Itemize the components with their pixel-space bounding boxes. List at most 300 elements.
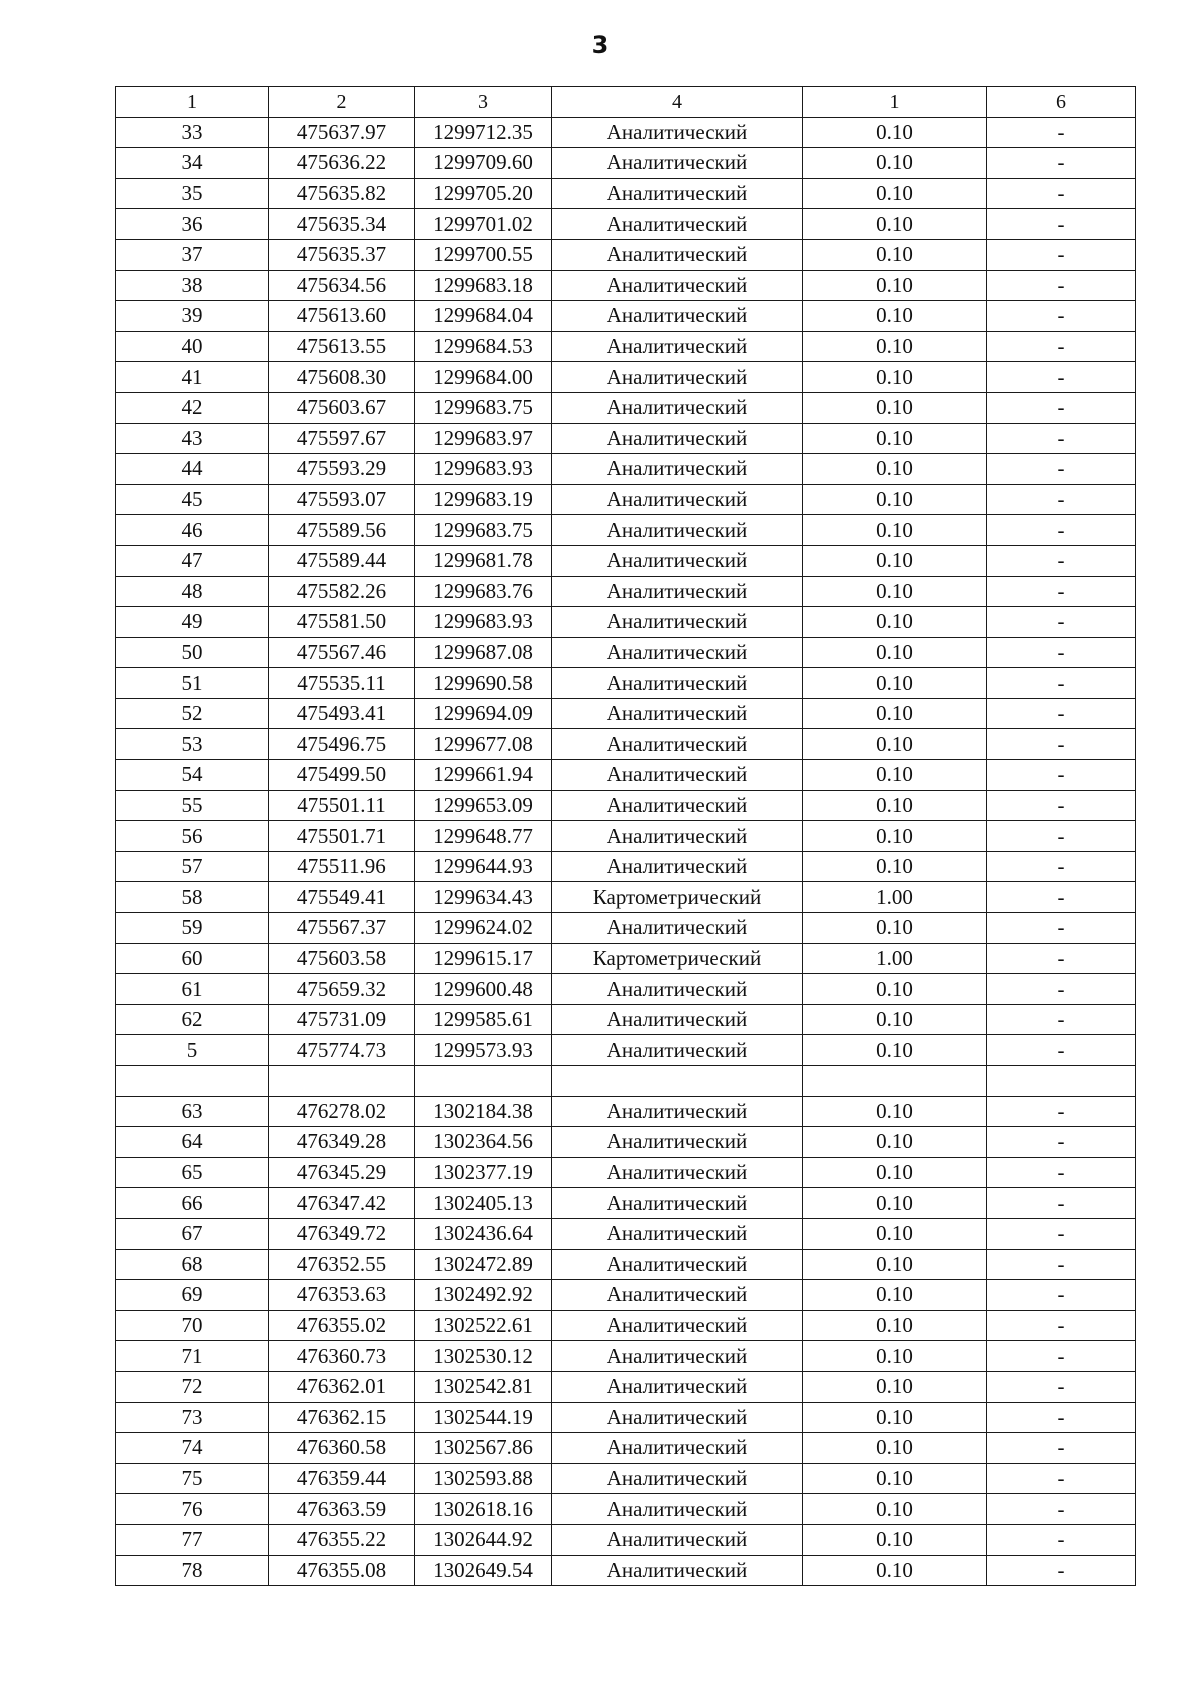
- method-cell: Аналитический: [552, 239, 803, 270]
- method-cell: Аналитический: [552, 1035, 803, 1066]
- point-number-cell: 51: [116, 668, 269, 699]
- note-cell: -: [987, 117, 1136, 148]
- y-coordinate-cell: 1299690.58: [415, 668, 552, 699]
- point-number-cell: 36: [116, 209, 269, 240]
- x-coordinate-cell: 475603.67: [269, 392, 415, 423]
- table-row: [116, 331, 1136, 362]
- point-number-cell: 77: [116, 1524, 269, 1555]
- point-number-cell: 70: [116, 1310, 269, 1341]
- y-coordinate-cell: 1299687.08: [415, 637, 552, 668]
- accuracy-cell: 0.10: [803, 545, 987, 576]
- point-number-cell: 76: [116, 1494, 269, 1525]
- point-number-cell: 54: [116, 760, 269, 791]
- y-coordinate-cell: 1299634.43: [415, 882, 552, 913]
- point-number-cell: 56: [116, 821, 269, 852]
- accuracy-cell: 0.10: [803, 1157, 987, 1188]
- point-number-cell: 64: [116, 1127, 269, 1158]
- point-number-cell: 62: [116, 1004, 269, 1035]
- x-coordinate-cell: 476345.29: [269, 1157, 415, 1188]
- method-cell: Аналитический: [552, 1096, 803, 1127]
- y-coordinate-cell: 1299700.55: [415, 239, 552, 270]
- accuracy-cell: 0.10: [803, 331, 987, 362]
- table-row: [116, 1127, 1136, 1158]
- method-cell: Аналитический: [552, 1433, 803, 1464]
- y-coordinate-cell: 1302184.38: [415, 1096, 552, 1127]
- table-body: [116, 87, 1136, 1586]
- method-cell: Аналитический: [552, 851, 803, 882]
- accuracy-cell: 0.10: [803, 821, 987, 852]
- note-cell: -: [987, 637, 1136, 668]
- accuracy-cell: 0.10: [803, 392, 987, 423]
- accuracy-cell: 1.00: [803, 882, 987, 913]
- table-row: [116, 882, 1136, 913]
- accuracy-cell: 0.10: [803, 851, 987, 882]
- accuracy-cell: 0.10: [803, 301, 987, 332]
- y-coordinate-cell: 1299684.04: [415, 301, 552, 332]
- table-row: [116, 362, 1136, 393]
- y-coordinate-cell: 1299694.09: [415, 698, 552, 729]
- point-number-cell: 5: [116, 1035, 269, 1066]
- table-row: [116, 729, 1136, 760]
- x-coordinate-cell: 475582.26: [269, 576, 415, 607]
- note-cell: [987, 1066, 1136, 1097]
- table-row: [116, 1341, 1136, 1372]
- coordinates-table: [115, 86, 1136, 1586]
- table-header-row: [116, 87, 1136, 118]
- method-cell: Аналитический: [552, 576, 803, 607]
- method-cell: Аналитический: [552, 454, 803, 485]
- method-cell: Аналитический: [552, 515, 803, 546]
- method-cell: Аналитический: [552, 1402, 803, 1433]
- note-cell: -: [987, 178, 1136, 209]
- table-row: [116, 576, 1136, 607]
- point-number-cell: 38: [116, 270, 269, 301]
- note-cell: -: [987, 392, 1136, 423]
- point-number-cell: 75: [116, 1463, 269, 1494]
- accuracy-cell: 0.10: [803, 1433, 987, 1464]
- point-number-cell: 39: [116, 301, 269, 332]
- point-number-cell: 69: [116, 1280, 269, 1311]
- accuracy-cell: 0.10: [803, 515, 987, 546]
- y-coordinate-cell: 1302436.64: [415, 1218, 552, 1249]
- point-number-cell: 44: [116, 454, 269, 485]
- y-coordinate-cell: 1302567.86: [415, 1433, 552, 1464]
- accuracy-cell: 0.10: [803, 1555, 987, 1586]
- method-cell: Аналитический: [552, 1463, 803, 1494]
- x-coordinate-cell: 476355.02: [269, 1310, 415, 1341]
- point-number-cell: 57: [116, 851, 269, 882]
- table-row: [116, 668, 1136, 699]
- method-cell: Аналитический: [552, 1310, 803, 1341]
- y-coordinate-cell: 1299683.18: [415, 270, 552, 301]
- x-coordinate-cell: 476349.28: [269, 1127, 415, 1158]
- table-row: [116, 1096, 1136, 1127]
- point-number-cell: 67: [116, 1218, 269, 1249]
- accuracy-cell: 0.10: [803, 1035, 987, 1066]
- y-coordinate-cell: 1302530.12: [415, 1341, 552, 1372]
- method-cell: Аналитический: [552, 1555, 803, 1586]
- y-coordinate-cell: 1299684.00: [415, 362, 552, 393]
- table-row: [116, 943, 1136, 974]
- method-cell: Аналитический: [552, 545, 803, 576]
- note-cell: -: [987, 1096, 1136, 1127]
- x-coordinate-cell: 476360.73: [269, 1341, 415, 1372]
- accuracy-cell: 0.10: [803, 668, 987, 699]
- note-cell: -: [987, 1249, 1136, 1280]
- accuracy-cell: 0.10: [803, 1524, 987, 1555]
- point-number-cell: 34: [116, 148, 269, 179]
- accuracy-cell: 0.10: [803, 209, 987, 240]
- table-row: [116, 1188, 1136, 1219]
- x-coordinate-cell: 475496.75: [269, 729, 415, 760]
- table-row: [116, 423, 1136, 454]
- note-cell: -: [987, 545, 1136, 576]
- x-coordinate-cell: 475634.56: [269, 270, 415, 301]
- point-number-cell: 33: [116, 117, 269, 148]
- accuracy-cell: 0.10: [803, 454, 987, 485]
- y-coordinate-cell: 1302644.92: [415, 1524, 552, 1555]
- table-row: [116, 545, 1136, 576]
- method-cell: Аналитический: [552, 117, 803, 148]
- note-cell: -: [987, 821, 1136, 852]
- accuracy-cell: 0.10: [803, 1402, 987, 1433]
- accuracy-cell: 0.10: [803, 117, 987, 148]
- x-coordinate-cell: 476363.59: [269, 1494, 415, 1525]
- table-row: [116, 637, 1136, 668]
- method-cell: Аналитический: [552, 484, 803, 515]
- table-row: [116, 515, 1136, 546]
- method-cell: Аналитический: [552, 1218, 803, 1249]
- note-cell: -: [987, 668, 1136, 699]
- method-cell: Аналитический: [552, 729, 803, 760]
- y-coordinate-cell: 1302618.16: [415, 1494, 552, 1525]
- x-coordinate-cell: 476360.58: [269, 1433, 415, 1464]
- point-number-cell: 37: [116, 239, 269, 270]
- y-coordinate-cell: 1302544.19: [415, 1402, 552, 1433]
- header-cell: 1: [803, 87, 987, 118]
- y-coordinate-cell: 1299644.93: [415, 851, 552, 882]
- x-coordinate-cell: 475511.96: [269, 851, 415, 882]
- point-number-cell: 47: [116, 545, 269, 576]
- method-cell: Аналитический: [552, 1280, 803, 1311]
- y-coordinate-cell: 1299705.20: [415, 178, 552, 209]
- x-coordinate-cell: 476355.08: [269, 1555, 415, 1586]
- accuracy-cell: 0.10: [803, 423, 987, 454]
- note-cell: -: [987, 301, 1136, 332]
- note-cell: -: [987, 454, 1136, 485]
- y-coordinate-cell: 1299683.97: [415, 423, 552, 454]
- table-row: [116, 1035, 1136, 1066]
- x-coordinate-cell: 475597.67: [269, 423, 415, 454]
- point-number-cell: 68: [116, 1249, 269, 1280]
- note-cell: -: [987, 607, 1136, 638]
- table-row: [116, 484, 1136, 515]
- point-number-cell: 48: [116, 576, 269, 607]
- note-cell: -: [987, 943, 1136, 974]
- note-cell: -: [987, 974, 1136, 1005]
- table-row: [116, 1249, 1136, 1280]
- point-number-cell: 60: [116, 943, 269, 974]
- note-cell: -: [987, 484, 1136, 515]
- note-cell: -: [987, 270, 1136, 301]
- y-coordinate-cell: 1299683.75: [415, 515, 552, 546]
- method-cell: Аналитический: [552, 760, 803, 791]
- point-number-cell: 49: [116, 607, 269, 638]
- y-coordinate-cell: 1299701.02: [415, 209, 552, 240]
- x-coordinate-cell: 475635.37: [269, 239, 415, 270]
- table-row: [116, 1280, 1136, 1311]
- table-row: [116, 1433, 1136, 1464]
- table-row: [116, 913, 1136, 944]
- x-coordinate-cell: 475608.30: [269, 362, 415, 393]
- method-cell: Аналитический: [552, 1524, 803, 1555]
- x-coordinate-cell: 475636.22: [269, 148, 415, 179]
- method-cell: Аналитический: [552, 148, 803, 179]
- x-coordinate-cell: 475613.55: [269, 331, 415, 362]
- method-cell: Аналитический: [552, 974, 803, 1005]
- page-number: 3: [591, 31, 609, 59]
- y-coordinate-cell: 1299683.19: [415, 484, 552, 515]
- y-coordinate-cell: 1299681.78: [415, 545, 552, 576]
- point-number-cell: 50: [116, 637, 269, 668]
- method-cell: Аналитический: [552, 270, 803, 301]
- table-row: [116, 698, 1136, 729]
- y-coordinate-cell: 1302472.89: [415, 1249, 552, 1280]
- note-cell: -: [987, 1463, 1136, 1494]
- table-row: [116, 270, 1136, 301]
- point-number-cell: 53: [116, 729, 269, 760]
- point-number-cell: 35: [116, 178, 269, 209]
- note-cell: -: [987, 882, 1136, 913]
- x-coordinate-cell: 476353.63: [269, 1280, 415, 1311]
- point-number-cell: 45: [116, 484, 269, 515]
- table-row: [116, 454, 1136, 485]
- x-coordinate-cell: 475774.73: [269, 1035, 415, 1066]
- method-cell: Аналитический: [552, 301, 803, 332]
- accuracy-cell: 0.10: [803, 1218, 987, 1249]
- point-number-cell: 61: [116, 974, 269, 1005]
- note-cell: -: [987, 729, 1136, 760]
- method-cell: Картометрический: [552, 943, 803, 974]
- x-coordinate-cell: 475635.82: [269, 178, 415, 209]
- accuracy-cell: 0.10: [803, 1310, 987, 1341]
- accuracy-cell: 0.10: [803, 178, 987, 209]
- table-row: [116, 760, 1136, 791]
- accuracy-cell: 0.10: [803, 729, 987, 760]
- point-number-cell: 41: [116, 362, 269, 393]
- accuracy-cell: 0.10: [803, 148, 987, 179]
- header-cell: 1: [116, 87, 269, 118]
- y-coordinate-cell: 1299684.53: [415, 331, 552, 362]
- note-cell: -: [987, 1218, 1136, 1249]
- point-number-cell: 46: [116, 515, 269, 546]
- method-cell: Аналитический: [552, 1157, 803, 1188]
- accuracy-cell: 0.10: [803, 1188, 987, 1219]
- note-cell: -: [987, 1402, 1136, 1433]
- method-cell: Аналитический: [552, 331, 803, 362]
- note-cell: -: [987, 1127, 1136, 1158]
- accuracy-cell: 0.10: [803, 1463, 987, 1494]
- y-coordinate-cell: 1302377.19: [415, 1157, 552, 1188]
- note-cell: -: [987, 1433, 1136, 1464]
- method-cell: Аналитический: [552, 362, 803, 393]
- x-coordinate-cell: 475637.97: [269, 117, 415, 148]
- note-cell: -: [987, 790, 1136, 821]
- y-coordinate-cell: 1299661.94: [415, 760, 552, 791]
- accuracy-cell: 0.10: [803, 1371, 987, 1402]
- note-cell: -: [987, 1555, 1136, 1586]
- note-cell: -: [987, 362, 1136, 393]
- method-cell: Аналитический: [552, 209, 803, 240]
- table-row: [116, 1555, 1136, 1586]
- x-coordinate-cell: 475567.46: [269, 637, 415, 668]
- header-cell: 6: [987, 87, 1136, 118]
- note-cell: -: [987, 239, 1136, 270]
- accuracy-cell: 0.10: [803, 1280, 987, 1311]
- x-coordinate-cell: 475589.44: [269, 545, 415, 576]
- note-cell: -: [987, 1310, 1136, 1341]
- table-row: [116, 117, 1136, 148]
- point-number-cell: 65: [116, 1157, 269, 1188]
- method-cell: Аналитический: [552, 790, 803, 821]
- y-coordinate-cell: 1299573.93: [415, 1035, 552, 1066]
- accuracy-cell: 0.10: [803, 484, 987, 515]
- table-row: [116, 1402, 1136, 1433]
- y-coordinate-cell: 1299683.93: [415, 607, 552, 638]
- y-coordinate-cell: 1299712.35: [415, 117, 552, 148]
- accuracy-cell: 0.10: [803, 270, 987, 301]
- y-coordinate-cell: 1299677.08: [415, 729, 552, 760]
- point-number-cell: 78: [116, 1555, 269, 1586]
- y-coordinate-cell: 1299683.93: [415, 454, 552, 485]
- x-coordinate-cell: 475593.07: [269, 484, 415, 515]
- y-coordinate-cell: [415, 1066, 552, 1097]
- accuracy-cell: 0.10: [803, 1004, 987, 1035]
- x-coordinate-cell: 476278.02: [269, 1096, 415, 1127]
- table-row: [116, 209, 1136, 240]
- point-number-cell: 55: [116, 790, 269, 821]
- accuracy-cell: 0.10: [803, 607, 987, 638]
- x-coordinate-cell: 475581.50: [269, 607, 415, 638]
- x-coordinate-cell: 475613.60: [269, 301, 415, 332]
- accuracy-cell: 0.10: [803, 698, 987, 729]
- table-row: [116, 790, 1136, 821]
- note-cell: -: [987, 851, 1136, 882]
- method-cell: Аналитический: [552, 1004, 803, 1035]
- x-coordinate-cell: 475659.32: [269, 974, 415, 1005]
- accuracy-cell: 0.10: [803, 1096, 987, 1127]
- x-coordinate-cell: 475731.09: [269, 1004, 415, 1035]
- note-cell: -: [987, 331, 1136, 362]
- point-number-cell: 43: [116, 423, 269, 454]
- note-cell: -: [987, 1188, 1136, 1219]
- x-coordinate-cell: 475549.41: [269, 882, 415, 913]
- x-coordinate-cell: 475593.29: [269, 454, 415, 485]
- accuracy-cell: 0.10: [803, 913, 987, 944]
- method-cell: Аналитический: [552, 821, 803, 852]
- accuracy-cell: 0.10: [803, 362, 987, 393]
- table-row: [116, 1157, 1136, 1188]
- accuracy-cell: 0.10: [803, 637, 987, 668]
- table-row: [116, 148, 1136, 179]
- note-cell: -: [987, 760, 1136, 791]
- y-coordinate-cell: 1302649.54: [415, 1555, 552, 1586]
- point-number-cell: 71: [116, 1341, 269, 1372]
- accuracy-cell: 0.10: [803, 1127, 987, 1158]
- x-coordinate-cell: 476359.44: [269, 1463, 415, 1494]
- table-row: [116, 301, 1136, 332]
- note-cell: -: [987, 423, 1136, 454]
- header-cell: 2: [269, 87, 415, 118]
- method-cell: Аналитический: [552, 392, 803, 423]
- x-coordinate-cell: 475499.50: [269, 760, 415, 791]
- method-cell: Аналитический: [552, 1127, 803, 1158]
- x-coordinate-cell: 475589.56: [269, 515, 415, 546]
- accuracy-cell: 0.10: [803, 239, 987, 270]
- note-cell: -: [987, 1157, 1136, 1188]
- note-cell: -: [987, 148, 1136, 179]
- table-row: [116, 1218, 1136, 1249]
- point-number-cell: 63: [116, 1096, 269, 1127]
- point-number-cell: 42: [116, 392, 269, 423]
- table-row: [116, 1004, 1136, 1035]
- table-row: [116, 1524, 1136, 1555]
- table-row: [116, 1494, 1136, 1525]
- x-coordinate-cell: 475535.11: [269, 668, 415, 699]
- table-row: [116, 392, 1136, 423]
- method-cell: Аналитический: [552, 913, 803, 944]
- y-coordinate-cell: 1302542.81: [415, 1371, 552, 1402]
- accuracy-cell: 1.00: [803, 943, 987, 974]
- point-number-cell: 66: [116, 1188, 269, 1219]
- point-number-cell: 72: [116, 1371, 269, 1402]
- header-cell: 3: [415, 87, 552, 118]
- note-cell: -: [987, 1341, 1136, 1372]
- accuracy-cell: [803, 1066, 987, 1097]
- method-cell: Аналитический: [552, 698, 803, 729]
- table-row: [116, 239, 1136, 270]
- x-coordinate-cell: 475567.37: [269, 913, 415, 944]
- note-cell: -: [987, 913, 1136, 944]
- accuracy-cell: 0.10: [803, 1341, 987, 1372]
- x-coordinate-cell: 475603.58: [269, 943, 415, 974]
- method-cell: Аналитический: [552, 1249, 803, 1280]
- note-cell: -: [987, 209, 1136, 240]
- y-coordinate-cell: 1302364.56: [415, 1127, 552, 1158]
- note-cell: -: [987, 1494, 1136, 1525]
- x-coordinate-cell: [269, 1066, 415, 1097]
- accuracy-cell: 0.10: [803, 1494, 987, 1525]
- x-coordinate-cell: 476349.72: [269, 1218, 415, 1249]
- y-coordinate-cell: 1302593.88: [415, 1463, 552, 1494]
- point-number-cell: 58: [116, 882, 269, 913]
- note-cell: -: [987, 515, 1136, 546]
- accuracy-cell: 0.10: [803, 760, 987, 791]
- y-coordinate-cell: 1299683.75: [415, 392, 552, 423]
- method-cell: Аналитический: [552, 1341, 803, 1372]
- x-coordinate-cell: 475635.34: [269, 209, 415, 240]
- accuracy-cell: 0.10: [803, 576, 987, 607]
- table-row: [116, 178, 1136, 209]
- y-coordinate-cell: 1299648.77: [415, 821, 552, 852]
- note-cell: -: [987, 698, 1136, 729]
- method-cell: Аналитический: [552, 607, 803, 638]
- y-coordinate-cell: 1299624.02: [415, 913, 552, 944]
- table-row: [116, 821, 1136, 852]
- y-coordinate-cell: 1302492.92: [415, 1280, 552, 1311]
- x-coordinate-cell: 476352.55: [269, 1249, 415, 1280]
- note-cell: -: [987, 576, 1136, 607]
